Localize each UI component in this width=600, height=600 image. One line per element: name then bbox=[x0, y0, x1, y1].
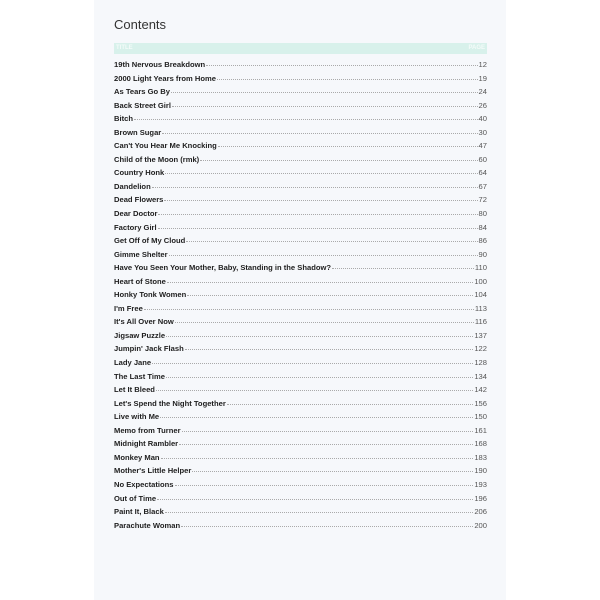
entry-title: Dead Flowers bbox=[114, 195, 164, 205]
contents-list bbox=[114, 60, 487, 534]
contents-entry[interactable] bbox=[114, 60, 487, 74]
entry-page: 183 bbox=[474, 452, 487, 462]
entry-page: 12 bbox=[478, 60, 487, 69]
entry-page: 128 bbox=[474, 358, 487, 368]
contents-entry[interactable] bbox=[114, 277, 487, 291]
dot-leader bbox=[179, 444, 473, 445]
contents-entry[interactable] bbox=[114, 480, 487, 494]
dot-leader bbox=[200, 160, 477, 161]
dot-leader bbox=[134, 119, 478, 120]
contents-entry[interactable] bbox=[114, 372, 487, 386]
contents-entry[interactable] bbox=[114, 114, 487, 128]
dot-leader bbox=[206, 65, 477, 66]
entry-page: 72 bbox=[478, 195, 487, 205]
entry-title: As Tears Go By bbox=[114, 87, 170, 97]
contents-entry[interactable] bbox=[114, 358, 487, 372]
dot-leader bbox=[166, 336, 473, 337]
entry-title: Back Street Girl bbox=[114, 100, 171, 110]
dot-leader bbox=[192, 471, 473, 472]
contents-entry[interactable] bbox=[114, 507, 487, 521]
entry-page: 142 bbox=[474, 385, 487, 395]
entry-title: It's All Over Now bbox=[114, 317, 174, 327]
entry-title: Parachute Woman bbox=[114, 520, 181, 530]
contents-entry[interactable] bbox=[114, 344, 487, 358]
entry-page: 122 bbox=[474, 344, 487, 354]
contents-entry[interactable] bbox=[114, 290, 487, 304]
entry-title: Dandelion bbox=[114, 181, 151, 191]
dot-leader bbox=[185, 349, 474, 350]
entry-page: 86 bbox=[478, 236, 487, 246]
entry-title: I'm Free bbox=[114, 303, 143, 313]
contents-entry[interactable] bbox=[114, 466, 487, 480]
entry-page: 40 bbox=[478, 114, 487, 124]
entry-page: 200 bbox=[474, 520, 487, 530]
page-title: Contents bbox=[114, 17, 167, 32]
table-header bbox=[114, 43, 487, 54]
entry-page: 150 bbox=[474, 412, 487, 422]
entry-title: Gimme Shelter bbox=[114, 249, 168, 259]
entry-title: Can't You Hear Me Knocking bbox=[114, 141, 217, 151]
entry-page: 137 bbox=[474, 330, 487, 340]
entry-title: Midnight Rambler bbox=[114, 439, 179, 449]
entry-page: 84 bbox=[478, 222, 487, 232]
contents-entry[interactable] bbox=[114, 521, 487, 535]
contents-entry[interactable] bbox=[114, 412, 487, 426]
entry-title: Child of the Moon (rmk) bbox=[114, 154, 200, 164]
contents-entry[interactable] bbox=[114, 182, 487, 196]
entry-page: 116 bbox=[474, 317, 487, 327]
dot-leader bbox=[171, 92, 478, 93]
entry-page: 67 bbox=[478, 181, 487, 191]
entry-title: Bitch bbox=[114, 114, 133, 124]
entry-title: Let It Bleed bbox=[114, 385, 155, 395]
entry-title: Country Honk bbox=[114, 168, 165, 178]
entry-title: 19th Nervous Breakdown bbox=[114, 60, 206, 69]
contents-entry[interactable] bbox=[114, 426, 487, 440]
contents-entry[interactable] bbox=[114, 250, 487, 264]
entry-page: 196 bbox=[474, 493, 487, 503]
contents-entry[interactable] bbox=[114, 87, 487, 101]
dot-leader bbox=[332, 268, 474, 269]
contents-entry[interactable] bbox=[114, 385, 487, 399]
entry-title: Brown Sugar bbox=[114, 127, 162, 137]
header-title-label: TITLE bbox=[116, 45, 133, 51]
contents-entry[interactable] bbox=[114, 317, 487, 331]
entry-page: 110 bbox=[474, 263, 487, 273]
dot-leader bbox=[160, 417, 473, 418]
contents-entry[interactable] bbox=[114, 453, 487, 467]
dot-leader bbox=[218, 146, 478, 147]
contents-entry[interactable] bbox=[114, 223, 487, 237]
entry-page: 26 bbox=[478, 100, 487, 110]
entry-title: No Expectations bbox=[114, 479, 174, 489]
entry-title: Live with Me bbox=[114, 412, 160, 422]
entry-title: Jumpin' Jack Flash bbox=[114, 344, 184, 354]
dot-leader bbox=[175, 322, 474, 323]
dot-leader bbox=[181, 526, 473, 527]
entry-page: 80 bbox=[478, 209, 487, 219]
dot-leader bbox=[162, 133, 477, 134]
contents-entry[interactable] bbox=[114, 494, 487, 508]
dot-leader bbox=[161, 458, 474, 459]
entry-title: Get Off of My Cloud bbox=[114, 236, 186, 246]
entry-page: 47 bbox=[478, 141, 487, 151]
entry-page: 113 bbox=[474, 303, 487, 313]
dot-leader bbox=[169, 255, 478, 256]
entry-page: 190 bbox=[474, 466, 487, 476]
entry-title: Paint It, Black bbox=[114, 507, 164, 517]
entry-title: Dear Doctor bbox=[114, 209, 158, 219]
entry-page: 60 bbox=[478, 154, 487, 164]
dot-leader bbox=[152, 363, 473, 364]
dot-leader bbox=[182, 431, 474, 432]
entry-title: Honky Tonk Women bbox=[114, 290, 187, 300]
dot-leader bbox=[156, 390, 473, 391]
entry-title: Factory Girl bbox=[114, 222, 157, 232]
dot-leader bbox=[164, 200, 477, 201]
dot-leader bbox=[158, 214, 477, 215]
entry-page: 24 bbox=[478, 87, 487, 97]
contents-entry[interactable] bbox=[114, 195, 487, 209]
dot-leader bbox=[158, 228, 478, 229]
contents-entry[interactable] bbox=[114, 236, 487, 250]
entry-page: 104 bbox=[474, 290, 487, 300]
contents-entry[interactable] bbox=[114, 209, 487, 223]
dot-leader bbox=[165, 512, 474, 513]
entry-page: 156 bbox=[474, 398, 487, 408]
dot-leader bbox=[144, 309, 474, 310]
entry-page: 134 bbox=[474, 371, 487, 381]
entry-page: 193 bbox=[474, 479, 487, 489]
dot-leader bbox=[227, 404, 474, 405]
contents-entry[interactable] bbox=[114, 128, 487, 142]
entry-page: 206 bbox=[474, 507, 487, 517]
dot-leader bbox=[167, 282, 473, 283]
dot-leader bbox=[152, 187, 478, 188]
entry-page: 19 bbox=[478, 73, 487, 83]
dot-leader bbox=[157, 499, 473, 500]
entry-title: The Last Time bbox=[114, 371, 165, 381]
entry-title: Monkey Man bbox=[114, 452, 160, 462]
entry-title: Have You Seen Your Mother, Baby, Standing in the Shadow? bbox=[114, 263, 332, 273]
dot-leader bbox=[217, 79, 478, 80]
contents-entry[interactable] bbox=[114, 141, 487, 155]
entry-page: 100 bbox=[474, 276, 487, 286]
contents-entry[interactable] bbox=[114, 263, 487, 277]
entry-page: 30 bbox=[478, 127, 487, 137]
entry-page: 168 bbox=[474, 439, 487, 449]
dot-leader bbox=[172, 106, 478, 107]
entry-page: 90 bbox=[478, 249, 487, 259]
entry-title: Out of Time bbox=[114, 493, 157, 503]
dot-leader bbox=[165, 173, 477, 174]
entry-title: Let's Spend the Night Together bbox=[114, 398, 226, 408]
entry-title: Jigsaw Puzzle bbox=[114, 330, 166, 340]
contents-entry[interactable] bbox=[114, 331, 487, 345]
entry-title: 2000 Light Years from Home bbox=[114, 73, 216, 83]
header-page-label: PAGE bbox=[468, 45, 485, 51]
entry-title: Lady Jane bbox=[114, 358, 152, 368]
contents-entry[interactable] bbox=[114, 74, 487, 88]
entry-title: Mother's Little Helper bbox=[114, 466, 192, 476]
dot-leader bbox=[186, 241, 477, 242]
contents-entry[interactable] bbox=[114, 439, 487, 453]
contents-entry[interactable] bbox=[114, 304, 487, 318]
entry-title: Heart of Stone bbox=[114, 276, 166, 286]
dot-leader bbox=[187, 295, 473, 296]
entry-page: 64 bbox=[478, 168, 487, 178]
dot-leader bbox=[166, 377, 473, 378]
contents-entry[interactable] bbox=[114, 399, 487, 413]
entry-title: Memo from Turner bbox=[114, 425, 181, 435]
contents-entry[interactable] bbox=[114, 155, 487, 169]
dot-leader bbox=[175, 485, 474, 486]
entry-page: 161 bbox=[474, 425, 487, 435]
contents-entry[interactable] bbox=[114, 168, 487, 182]
contents-entry[interactable] bbox=[114, 101, 487, 115]
